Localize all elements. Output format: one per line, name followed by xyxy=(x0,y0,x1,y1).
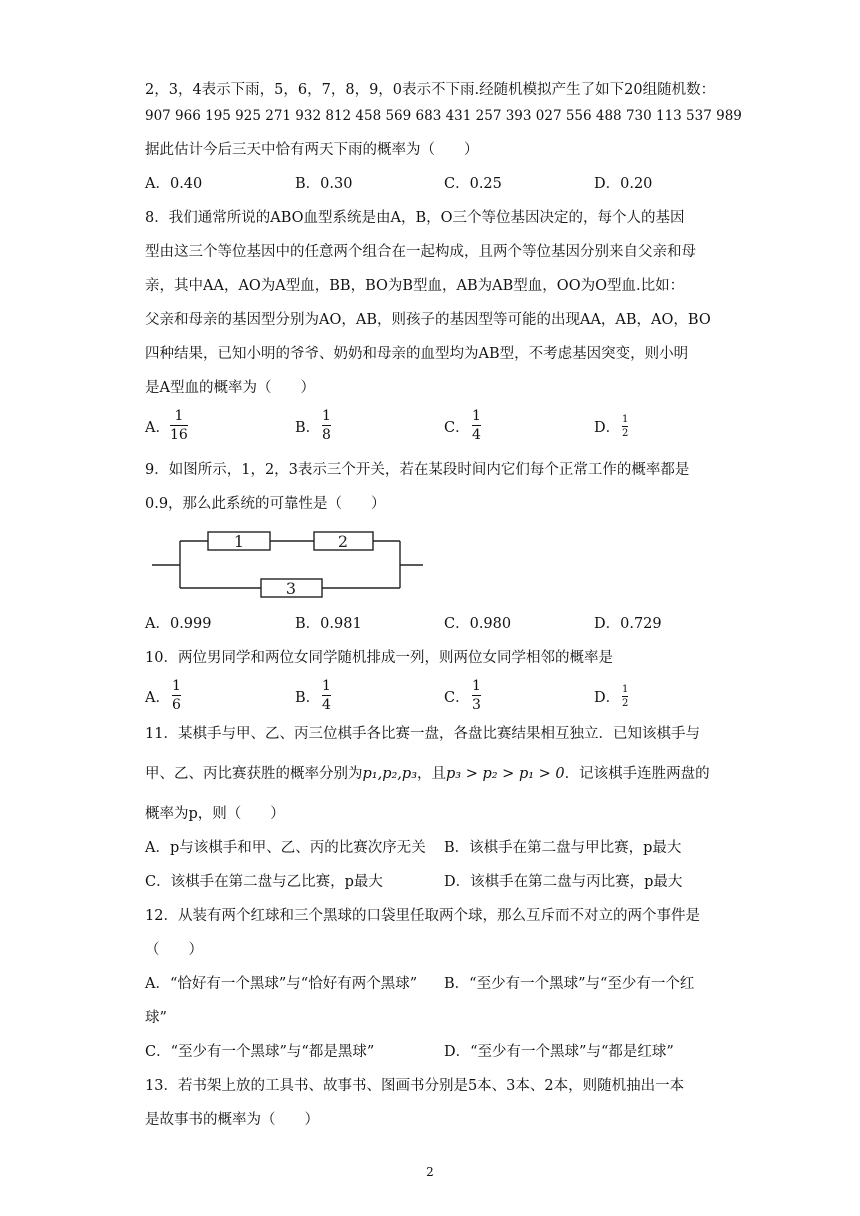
denominator: 2 xyxy=(622,698,629,709)
q8-option-b-fraction xyxy=(322,408,331,443)
q10-option-d-fraction xyxy=(622,684,628,709)
q9-option-d: D．0.729 xyxy=(594,616,662,632)
q12-option-a: A．“恰好有一个黑球”与“恰好有两个黑球” xyxy=(145,976,418,992)
q12-line-1: 12．从装有两个红球和三个黑球的口袋里任取两个球，那么互斥而不对立的两个事件是 xyxy=(145,908,700,924)
q12-option-b-continued: 球” xyxy=(145,1010,167,1026)
q8-line-1: 8．我们通常所说的ABO血型系统是由A，B，O三个等位基因决定的，每个人的基因 xyxy=(145,210,685,226)
q7-question: 据此估计今后三天中恰有两天下雨的概率为（ ） xyxy=(145,142,479,158)
q11-option-d: D．该棋手在第二盘与丙比赛，p最大 xyxy=(444,874,683,890)
numerator: 1 xyxy=(472,678,481,694)
q10-option-c-label: C． xyxy=(444,690,470,706)
q9-line-2: 0.9，那么此系统的可靠性是（ ） xyxy=(145,496,386,512)
q9-option-a: A．0.999 xyxy=(145,616,212,632)
circuit-diagram xyxy=(150,528,425,600)
denominator: 4 xyxy=(472,427,481,443)
numerator: 1 xyxy=(322,678,331,694)
q10-option-a-fraction xyxy=(172,678,181,713)
q13-line-2: 是故事书的概率为（ ） xyxy=(145,1112,319,1128)
q8-option-d-label: D． xyxy=(594,420,621,436)
q12-line-2: （ ） xyxy=(145,942,203,958)
q7-option-d: D．0.20 xyxy=(594,176,653,192)
q11-line-1: 11．某棋手与甲、乙、丙三位棋手各比赛一盘，各盘比赛结果相互独立．已知该棋手与 xyxy=(145,726,700,742)
q11-option-c: C．该棋手在第二盘与乙比赛，p最大 xyxy=(145,874,383,890)
q10-line-1: 10．两位男同学和两位女同学随机排成一列，则两位女同学相邻的概率是 xyxy=(145,650,613,666)
q10-option-b-fraction xyxy=(322,678,331,713)
denominator: 4 xyxy=(322,697,331,713)
switch-3-label: 3 xyxy=(285,579,297,598)
q11-option-a: A．p与该棋手和甲、乙、丙的比赛次序无关 xyxy=(145,840,426,856)
q11-line-2-text-a: 甲、乙、丙比赛获胜的概率分别为 xyxy=(145,766,363,782)
q11-line-3: 概率为p，则（ ） xyxy=(145,806,285,822)
page-number: 2 xyxy=(426,1165,434,1179)
q13-line-1: 13．若书架上放的工具书、故事书、图画书分别是5本、3本、2本，则随机抽出一本 xyxy=(145,1078,685,1094)
numerator: 1 xyxy=(472,408,481,424)
switch-1-label: 1 xyxy=(233,532,245,551)
denominator: 2 xyxy=(622,428,629,439)
q11-line-2-text-c: ，且 xyxy=(417,766,447,782)
numerator: 1 xyxy=(322,408,331,424)
q8-option-a-fraction xyxy=(170,408,188,443)
q9-option-b: B．0.981 xyxy=(295,616,362,632)
q9-line-1: 9．如图所示，1，2，3表示三个开关，若在某段时间内它们每个正常工作的概率都是 xyxy=(145,462,690,478)
q7-line-1: 2，3，4表示下雨，5，6，7，8，9，0表示不下雨.经随机模拟产生了如下20组随机数： xyxy=(145,82,716,98)
q7-option-a: A．0.40 xyxy=(145,176,203,192)
q11-inequality: p₃ > p₂ > p₁ > 0 xyxy=(446,766,565,782)
q8-option-a-label: A． xyxy=(145,420,170,436)
q8-option-c-fraction xyxy=(472,408,481,443)
q8-option-b-label: B． xyxy=(295,420,321,436)
q8-line-3: 亲，其中AA，AO为A型血，BB，BO为B型血，AB为AB型血，OO为O型血.比如： xyxy=(145,278,685,294)
denominator: 16 xyxy=(170,427,188,443)
q10-option-a-label: A． xyxy=(145,690,170,706)
numerator: 1 xyxy=(622,414,629,425)
q8-line-6: 是A型血的概率为（ ） xyxy=(145,380,315,396)
q8-line-5: 四种结果，已知小明的爷爷、奶奶和母亲的血型均为AB型，不考虑基因突变，则小明 xyxy=(145,346,689,362)
q11-line-2 xyxy=(145,764,710,784)
switch-2-label: 2 xyxy=(337,532,349,551)
q7-option-c: C．0.25 xyxy=(444,176,502,192)
q8-option-c-label: C． xyxy=(444,420,470,436)
q8-line-2: 型由这三个等位基因中的任意两个组合在一起构成，且两个等位基因分别来自父亲和母 xyxy=(145,244,696,260)
numerator: 1 xyxy=(174,408,184,424)
numerator: 1 xyxy=(622,684,629,695)
q9-option-c: C．0.980 xyxy=(444,616,512,632)
q11-probabilities: p₁,p₂,p₃ xyxy=(362,766,418,782)
q7-option-b: B．0.30 xyxy=(295,176,353,192)
q12-option-b: B．“至少有一个黑球”与“至少有一个红 xyxy=(444,976,695,992)
denominator: 8 xyxy=(322,427,331,443)
q12-option-c: C．“至少有一个黑球”与“都是黑球” xyxy=(145,1044,375,1060)
q11-option-b: B．该棋手在第二盘与甲比赛，p最大 xyxy=(444,840,682,856)
q8-option-d-fraction xyxy=(622,414,628,439)
q11-line-2-text-e: ．记该棋手连胜两盘的 xyxy=(564,766,710,782)
denominator: 6 xyxy=(172,697,181,713)
q8-line-4: 父亲和母亲的基因型分别为AO，AB，则孩子的基因型等可能的出现AA，AB，AO，BO xyxy=(145,312,711,328)
q10-option-b-label: B． xyxy=(295,690,321,706)
q12-option-d: D．“至少有一个黑球”与“都是红球” xyxy=(444,1044,674,1060)
denominator: 3 xyxy=(472,697,481,713)
numerator: 1 xyxy=(172,678,181,694)
q7-random-numbers: 907 966 195 925 271 932 812 458 569 683 431 257 393 027 556 488 730 113 537 989 xyxy=(145,108,742,124)
q10-option-d-label: D． xyxy=(594,690,621,706)
q10-option-c-fraction xyxy=(472,678,481,713)
